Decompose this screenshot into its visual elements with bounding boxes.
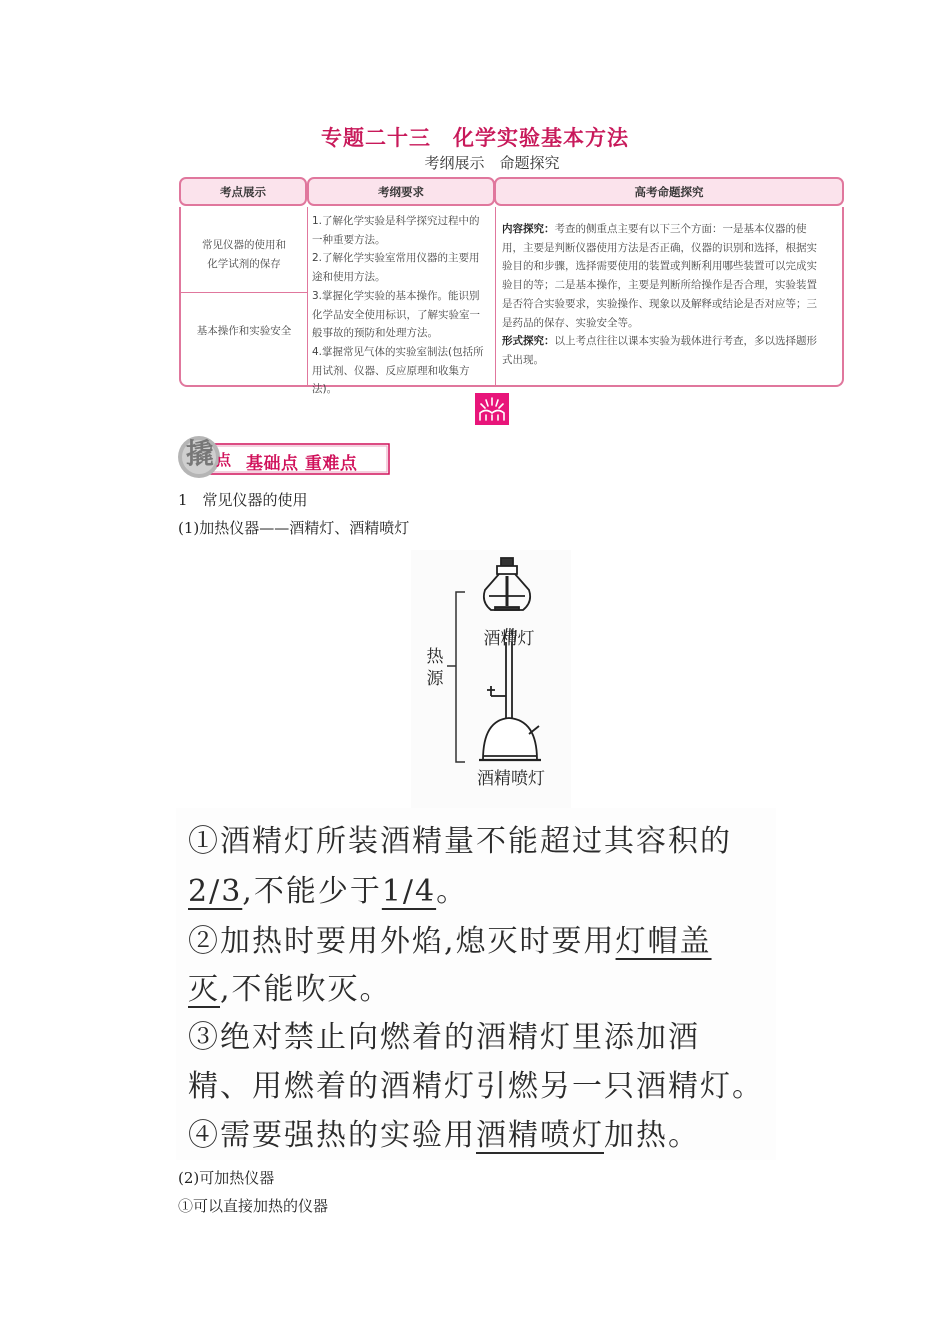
note-4: ④需要强热的实验用酒精喷灯加热。 [188,1118,700,1153]
subsection-heading-2-1: ①可以直接加热的仪器 [178,1197,329,1215]
fig-heat-char-1: 热 [426,647,444,667]
banner-prefix-char: 撬 [186,437,215,470]
fig-blowtorch-label: 酒精喷灯 [477,769,545,789]
fig-lamp-label: 酒精灯 [483,629,535,649]
table-header-requirements: 考纲要求 [307,177,495,206]
note-3-line-1: ③绝对禁止向燃着的酒精灯里添加酒 [188,1020,700,1055]
section-heading: 1 常见仪器的使用 [178,491,308,509]
table-header-exam: 高考命题探究 [494,177,844,206]
table-divider [307,207,308,385]
topic-instruments: 常见仪器的使用和 化学试剂的保存 [202,239,286,270]
heat-source-figure [411,550,571,808]
exam-analysis: 内容探究：考查的侧重点主要有以下三个方面：一是基本仪器的使 用，主要是判断仪器使用方法是否正确，仪器的识别和选择，根据实 验目的和步骤，选择需要使用的装置或判断利用哪些装置可以完成实 验目的等；二是基本操作，主要是判断所给操作是否合理，实验装置 是否符合实验要求，实验操作、现象以及解释或结论是否对应等；三 是药品的保存、实验安全等。 形式探究：以上考点往往以课本实验为载体进行考查，多以选择题形 式出现。 [502,223,817,366]
page-subtitle: 考纲展示 命题探究 [424,154,560,172]
banner-title: 基础点 重难点 [246,454,358,474]
page-title: 专题二十三 化学实验基本方法 [321,126,629,150]
note-1-line-2: 2/3,不能少于1/4。 [188,874,469,909]
note-2-line-2: 灭,不能吹灭。 [188,972,392,1007]
subsection-heading: (1)加热仪器——酒精灯、酒精喷灯 [178,519,410,537]
topic-safety: 基本操作和实验安全 [196,325,292,337]
note-3-line-2: 精、用燃着的酒精灯引燃另一只酒精灯。 [188,1069,764,1104]
table-divider [495,207,496,385]
table-header-topic: 考点展示 [179,177,307,206]
table-row-divider [181,292,308,293]
note-2-line-1: ②加热时要用外焰,熄灭时要用灯帽盖 [188,924,712,959]
fig-heat-char-2: 源 [426,669,444,689]
section-logo-icon [475,393,509,425]
subsection-heading-2: (2)可加热仪器 [178,1169,275,1187]
requirements-list: 1.了解化学实验是科学探究过程中的 一种重要方法。 2.了解化学实验室常用仪器的主要用 途和使用方法。 3.掌握化学实验的基本操作。能识别 化学品安全使用标识，了解实验室一 般事故的预防和处理方法。 4.掌握常见气体的实验室制法(包括所 用试剂、仪器、反应原理和收集方法)。 [312,215,484,396]
banner-dian: 点 [216,451,232,469]
note-1-line-1: ①酒精灯所装酒精量不能超过其容积的 [188,824,732,859]
